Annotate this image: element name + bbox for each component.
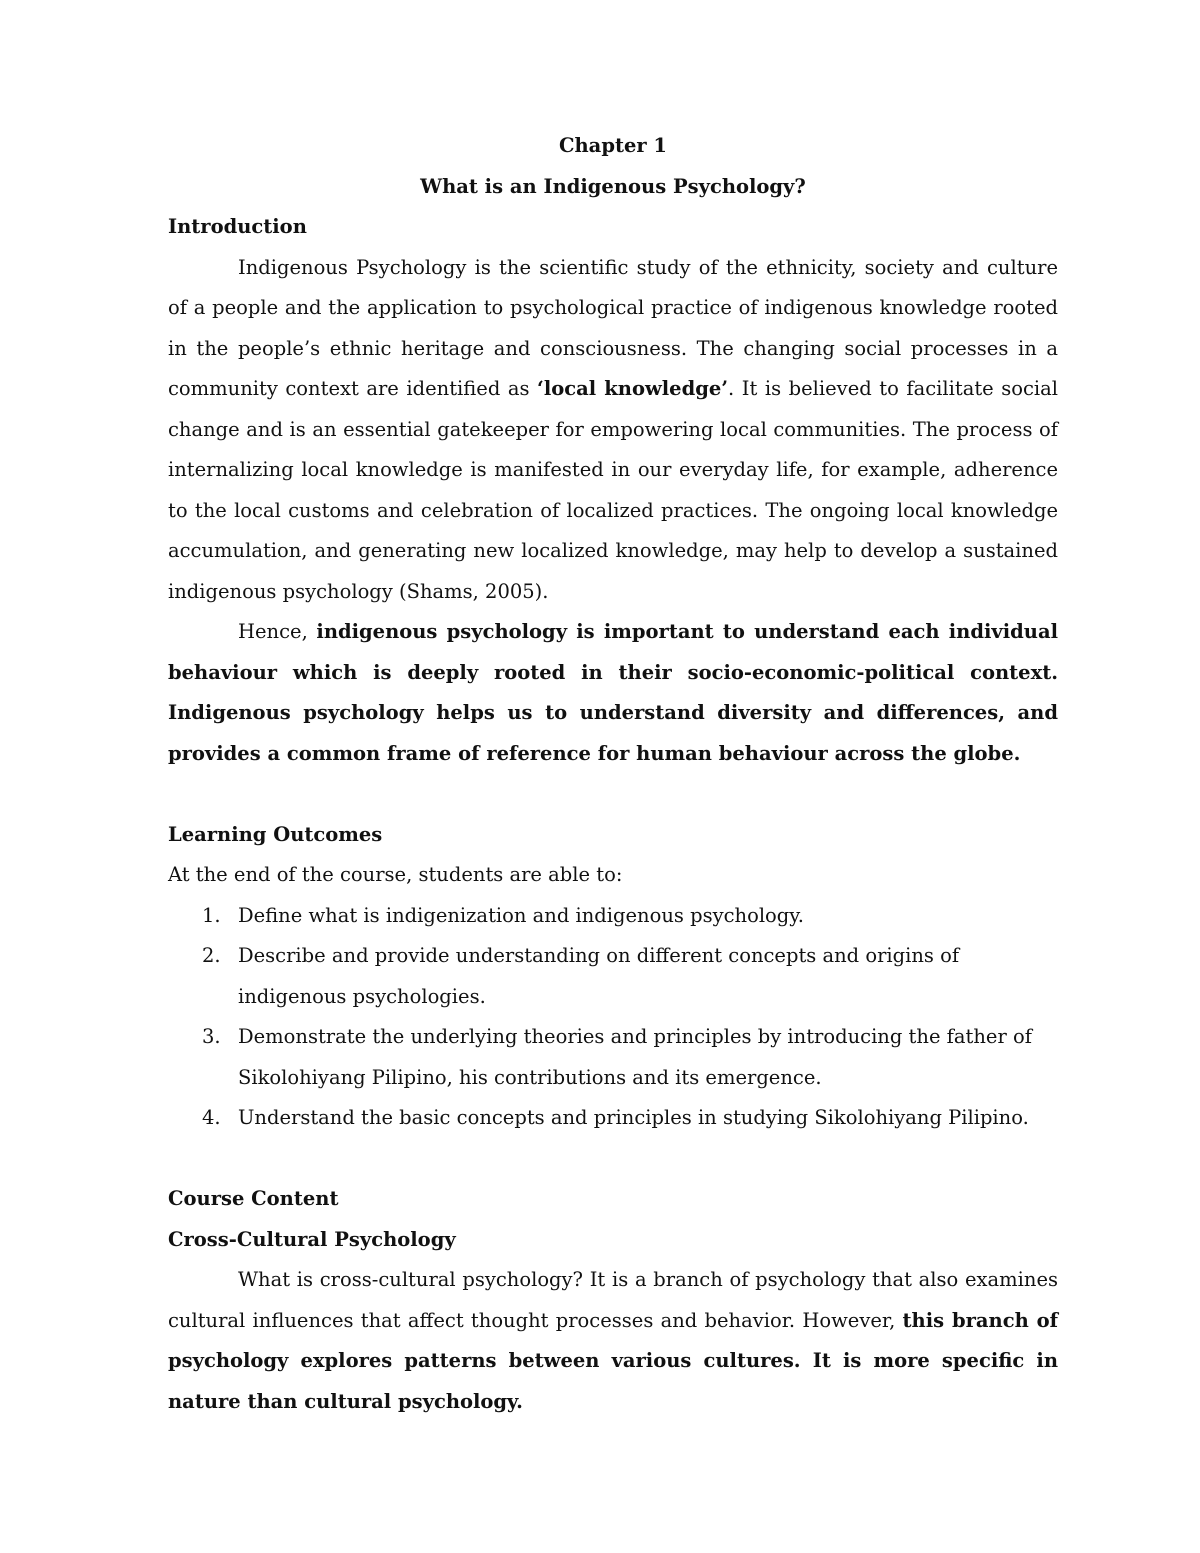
list-item <box>168 896 1058 937</box>
intro-p2-bold-text: indigenous psychology is important to understand each individual behaviour which is deeply rooted in their socio-economic-political context. Indigenous psychology helps us to understand diversity and differences, and provides a common frame of reference for human behaviour across the globe. <box>168 620 1058 765</box>
list-item-text: Understand the basic concepts and principles in studying Sikolohiyang Pilipino. <box>238 1106 1029 1129</box>
chapter-label: Chapter 1 <box>558 134 667 157</box>
intro-p1-text-b: . It is believed to facilitate social change and is an essential gatekeeper for empowering local communities. The process of internalizing local knowledge is manifested in our everyday life, for example, adherence to the local customs and celebration of localized practices. The ongoing local knowledge accumulation, and generating new localized knowledge, may help to develop a sustained indigenous psychology (Shams, 2005). <box>168 377 1059 603</box>
intro-paragraph-1 <box>168 248 1058 613</box>
learning-outcomes-heading: Learning Outcomes <box>168 822 383 846</box>
list-item-number: 4. <box>202 1106 221 1129</box>
list-item-number: 2. <box>202 944 221 967</box>
chapter-title: What is an Indigenous Psychology? <box>420 174 806 198</box>
introduction-heading: Introduction <box>168 215 307 238</box>
list-item-number: 3. <box>202 1025 221 1048</box>
document-page <box>168 126 1058 1422</box>
local-knowledge-term: ‘local knowledge’ <box>537 377 729 400</box>
intro-paragraph-2 <box>168 612 1058 774</box>
learning-outcomes-lead: At the end of the course, students are able to: <box>168 863 623 886</box>
list-item-text: Demonstrate the underlying theories and principles by introducing the father of Sikolohiyang Pilipino, his contributions and its emergence. <box>238 1025 1032 1089</box>
cross-cultural-text-a: What is cross-cultural psychology? It is a branch of psychology that also examines cultural influences that affect thought processes and behavior. However, <box>168 1268 1058 1332</box>
list-item <box>168 936 1058 1017</box>
list-item-number: 1. <box>202 903 221 927</box>
cross-cultural-heading: Cross-Cultural Psychology <box>168 1227 456 1251</box>
list-item <box>168 1017 1058 1098</box>
list-item-text: Describe and provide understanding on different concepts and origins of indigenous psychologies. <box>238 944 960 1008</box>
course-content-heading: Course Content <box>168 1187 339 1210</box>
list-item-text: Define what is indigenization and indigenous psychology. <box>238 903 804 927</box>
list-item <box>168 1098 1058 1139</box>
learning-outcomes-list <box>168 896 1058 1139</box>
cross-cultural-bold-text: this branch of psychology explores patterns between various cultures. It is more specific in nature than cultural psychology. <box>168 1308 1058 1413</box>
spacer <box>168 774 1058 815</box>
spacer <box>168 1139 1058 1180</box>
cross-cultural-paragraph <box>168 1260 1058 1422</box>
intro-p1-text-a: Indigenous Psychology is the scientific study of the ethnicity, society and culture of a people and the application to psychological practice of indigenous knowledge rooted in the people’s ethnic heritage and consciousness. The changing social processes in a community context are identified as <box>168 255 1058 400</box>
intro-p2-text-a: Hence, <box>238 620 317 643</box>
